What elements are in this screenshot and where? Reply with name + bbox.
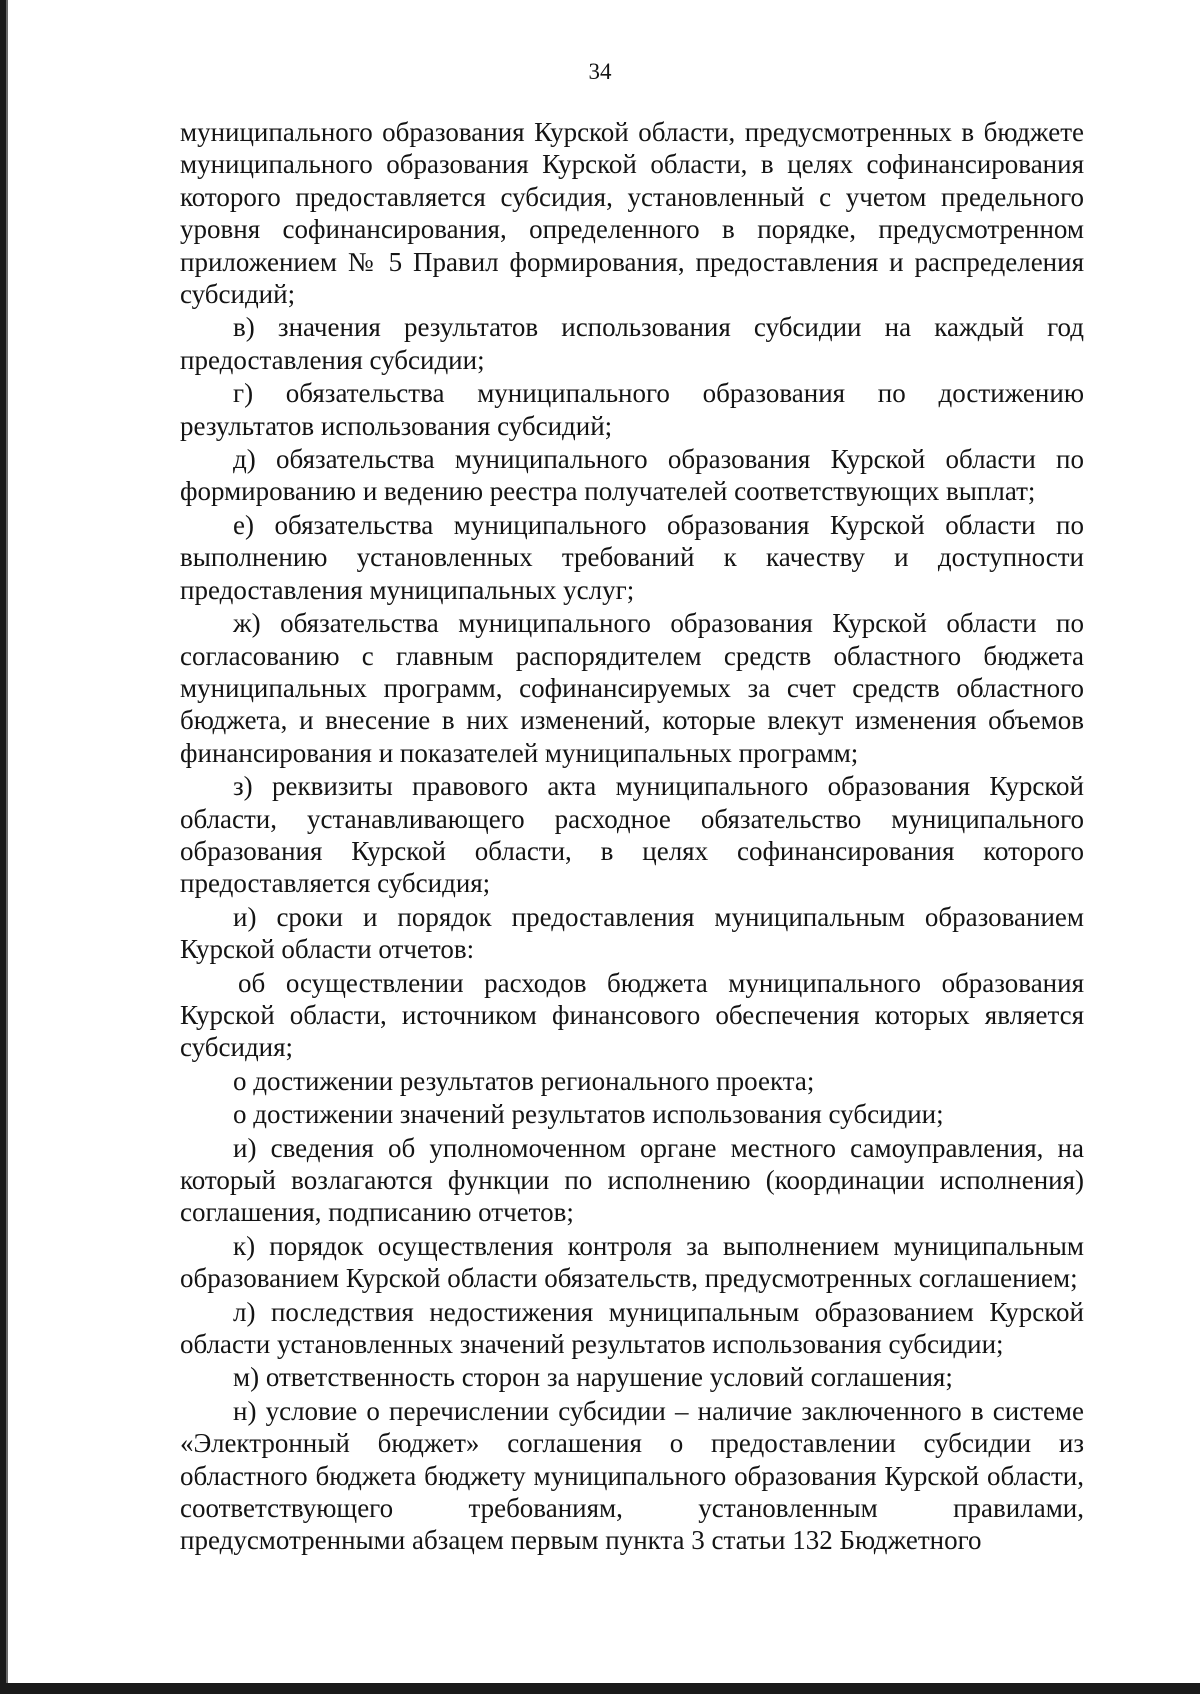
paragraph-item-i-reports: и) сроки и порядок предоставления муниципальным образованием Курской области отчетов: xyxy=(180,901,1084,965)
paragraph-report-result-values: о достижении значений результатов использования субсидии; xyxy=(233,1099,944,1130)
paragraph-item-l: л) последствия недостижения муниципальным образованием Курской области установленных значений результатов использования субсидии; xyxy=(180,1296,1084,1360)
scan-border-left-shadow xyxy=(6,0,8,1694)
paragraph-item-z: з) реквизиты правового акта муниципального образования Курской области, устанавливающего расходное обязательство муниципального образования Курской области, в целях софинансирования которого предоставляется субсидия; xyxy=(180,771,1084,899)
paragraph-report-regional-project: о достижении результатов регионального проекта; xyxy=(233,1065,815,1096)
paragraph-item-m: м) ответственность сторон за нарушение условий соглашения; xyxy=(233,1362,953,1393)
paragraph-item-e: е) обязательства муниципального образования Курской области по выполнению установленных требований к качеству и доступности предоставления муниципальных услуг; xyxy=(180,509,1084,605)
scan-border-bottom xyxy=(0,1683,1200,1694)
paragraph-report-expenses: об осуществлении расходов бюджета муниципального образования Курской области, источником финансового обеспечения которых является субсидия; xyxy=(180,967,1084,1063)
paragraph-item-v: в) значения результатов использования субсидии на каждый год предоставления субсидии; xyxy=(180,312,1084,375)
paragraph-item-d: д) обязательства муниципального образования Курской области по формированию и ведению реестра получателей соответствующих выплат; xyxy=(180,444,1084,507)
paragraph-item-k: к) порядок осуществления контроля за выполнением муниципальным образованием Курской области обязательств, предусмотренных соглашением; xyxy=(180,1230,1084,1294)
paragraph-item-zh: ж) обязательства муниципального образования Курской области по согласованию с главным распорядителем средств областного бюджета муниципальных программ, софинансируемых за счет средств областного бюджета, и внесение в них изменений, которые влекут изменения объемов финансирования и показателей муниципальных программ; xyxy=(180,608,1084,768)
document-body xyxy=(180,116,1084,1558)
paragraph-continuation: муниципального образования Курской области, предусмотренных в бюджете муниципального образования Курской области, в целях софинансирования которого предоставляется субсидия, установленный с учетом предельного уровня софинансирования, определенного в порядке, предусмотренном приложением № 5 Правил формирования, предоставления и распределения субсидий; xyxy=(180,117,1084,310)
page-number: 34 xyxy=(588,59,612,84)
paragraph-item-g: г) обязательства муниципального образования по достижению результатов использования субсидий; xyxy=(180,378,1084,441)
paragraph-item-i-authority: и) сведения об уполномоченном органе местного самоуправления, на который возлагаются функции по исполнению (координации исполнения) соглашения, подписанию отчетов; xyxy=(180,1132,1084,1228)
paragraph-item-n: н) условие о перечислении субсидии – наличие заключенного в системе «Электронный бюджет» соглашения о предоставлении субсидии из областного бюджета бюджету муниципального образования Курской области, соответствующего требованиям, установленным правилами, предусмотренными абзацем первым пункта 3 статьи 132 Бюджетного xyxy=(180,1395,1084,1556)
